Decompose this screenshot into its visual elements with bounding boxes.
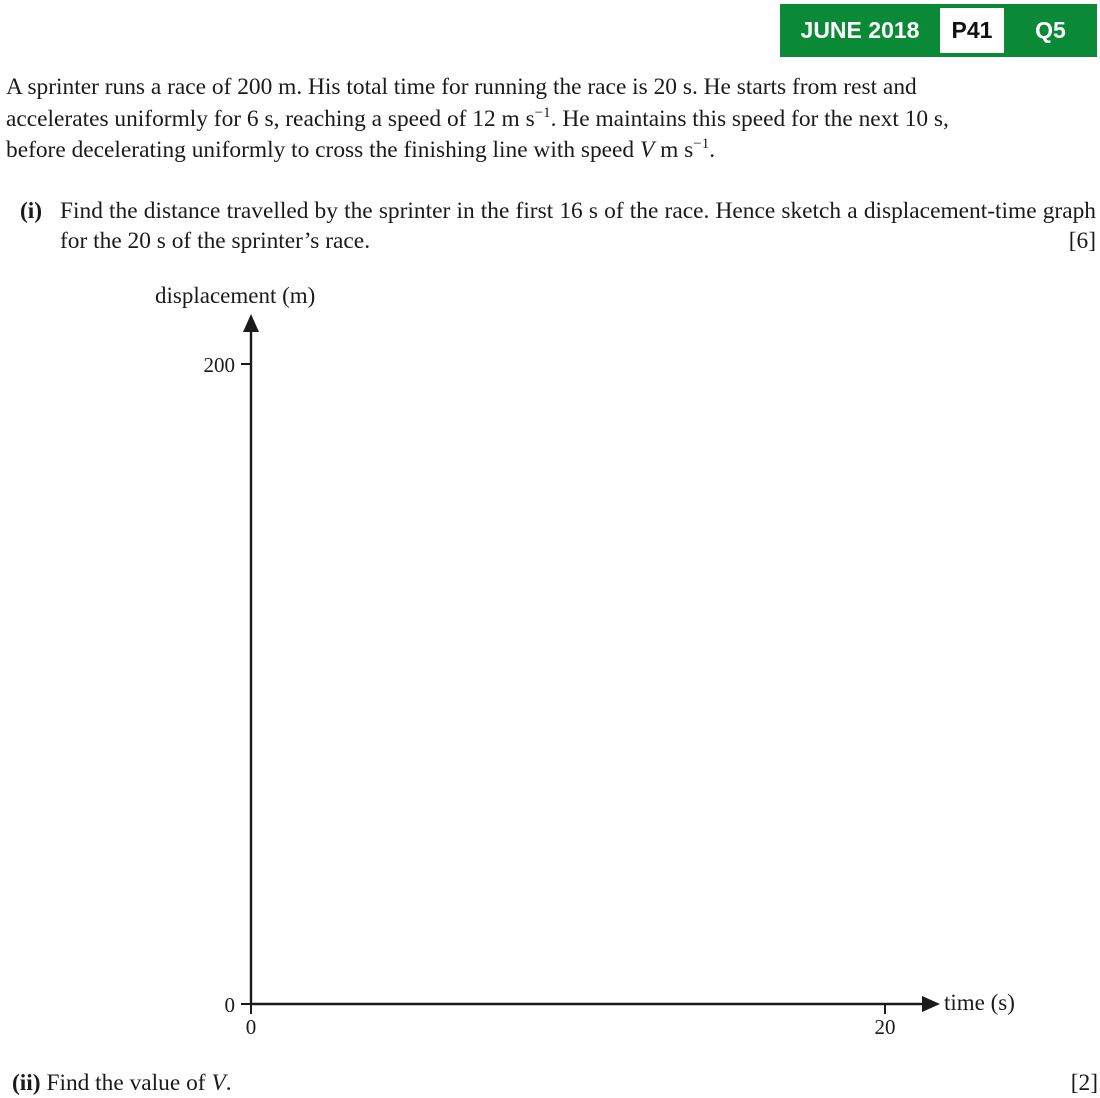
part-ii — [12, 1068, 1098, 1098]
intro-line-3c: . — [709, 137, 716, 163]
badge-question: Q5 — [1035, 17, 1066, 43]
badge-date: JUNE 2018 — [800, 17, 920, 43]
x-tick-label-20: 20 — [874, 1015, 896, 1039]
y-axis-arrow-icon — [243, 314, 259, 332]
unit-superscript: −1 — [693, 136, 710, 152]
part-i-marks: [6] — [1068, 228, 1096, 254]
y-axis-label: displacement (m) — [155, 283, 316, 308]
unit-superscript: −1 — [534, 104, 551, 121]
badge-paper: P41 — [940, 8, 1004, 53]
intro-line-2a: accelerates uniformly for 6 s, reaching a speed of 12 m s — [6, 105, 535, 132]
intro-line-3a: before decelerating uniformly to cross the finishing line with speed — [6, 137, 640, 163]
part-ii-text-a: Find the value of — [46, 1070, 212, 1096]
x-axis-label: time (s) — [944, 990, 1015, 1015]
x-tick-label-0: 0 — [245, 1015, 257, 1039]
y-tick-label-200: 200 — [203, 353, 235, 377]
x-axis-arrow-icon — [922, 996, 940, 1012]
part-i-number: (i) — [20, 198, 43, 224]
variable-v: V — [639, 137, 655, 163]
part-ii-number: (ii) — [12, 1070, 41, 1096]
y-tick-label-0: 0 — [224, 993, 235, 1017]
intro-line-2b: . He maintains this speed for the next 10 s, — [550, 105, 949, 132]
part-ii-marks: [2] — [1070, 1070, 1098, 1096]
intro-line-1: A sprinter runs a race of 200 m. His total time for running the race is 20 s. He starts from rest and — [6, 74, 917, 100]
variable-v: V — [211, 1070, 226, 1096]
part-i-text: Find the distance travelled by the sprinter in the first 16 s of the race. Hence sketch a displacement-time graph for the 20 s of the sprinter’s race. — [60, 198, 1096, 254]
part-ii-text-b: . — [225, 1070, 232, 1096]
intro-line-3b: m s — [654, 137, 694, 163]
